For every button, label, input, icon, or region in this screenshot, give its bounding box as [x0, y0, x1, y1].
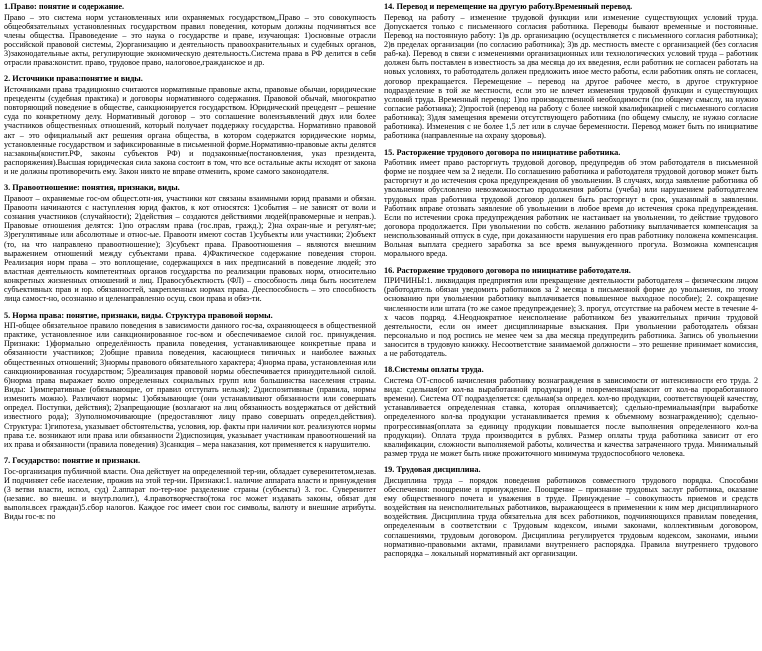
section-title: 18.Системы оплаты труда. [384, 365, 484, 375]
section-termination-by-employee [384, 148, 758, 259]
section-sources-of-law [4, 74, 376, 176]
section-labor-discipline [384, 465, 758, 558]
section-body: Право – это система норм установленных или охраняемых государством,,Право – это совокупность общеобязательных установленных государством правил поведения, которым должны подчиняться все члены общества. Правоведение – это наука о государстве и праве, изучающая: 1)основные отрасли российской правовой системы, 2)организацию и деятельность правоохранительных и судебных органов, 3)законодательные акты, регулирующие экономическую деятельность.Система права в РФ делится в себя отрасли права:констит. право, трудовое право, налоговое,гражданское и др. [4, 12, 376, 68]
section-title: 2. Источники права:понятие и виды. [4, 74, 143, 84]
section-termination-by-employer [384, 266, 758, 359]
section-law-concept [4, 2, 376, 67]
section-body: Система ОТ-способ начисления работнику вознаграждения в зависимости от интенсивности его труда. 2 вида: сдельная(от кол-ва выработанной продукции) и повременная(зависит от кол-ва проработанного времени). Система ОТ подразделяется: сдельная(за определ. кол-во продукции, соответствующей качеству, устанавливается определенная ставка, которая оплачивается); сдельно-премиальная(при выработке определенного кол-ва продукции устанавливается премия к объемному вознаграждению); сдельно-прогрессивная(оплата за единицу продукции повышается после выполнения определенного кол-ва продукции). Оплата труда производится в рублях. Размер оплаты труда работника зависит от его квалификации, сложности выполняемой работы, количества и качества затраченного труда. Минимальный размер труда не может быть ниже прожиточного минимума трудоспособного человека. [384, 375, 758, 459]
section-body: Дисциплина труда – порядок поведения работников совместного трудового порядка. Способами обеспечения: поощрение и принуждение. Поощрение – признание трудовых заслуг работника, оказание ему общественного почета и уважения в труде. Принуждение – совокупность приемов и средств воздействия на неисполнительных работников, выражающееся в применении к ним мер дисциплинарного воздействия. Дисциплина труда обязательна для всех работников, подчиняющихся правилам поведения, определенным в соответствии с Трудовым кодексом, иными законами, коллективным договором, соглашениями, трудовым договором. Дисциплина регулируется трудовым кодексом, законами, иными нормативно-правовыми актами, правилами внутреннего распорядка. Правила внутреннего трудового распорядка – локальный нормативный акт организации. [384, 475, 758, 558]
section-body: Правоот – охраняемые гос-ом общест.отн-ия, участники кот связаны взаимными юрид правами и обязан. Правоотн начинаются с наступления юрид фактов, к кот относятся: 1)события – не зависят от воли и сознания участников (случайности); 2)действия – создаются действиями людей(правомерные и неправ.). Правовые отношения делятся: 1)по отраслям права (гос.прав, гражд.); 2)на охран-ные и регулят-ые; 3)регулятивные или абсолютные и относ-ые. Правоотн имеют состав 1)субъекты или участники; 2)объект (то, на что направлено правоотношение); 3)субъект права. Правоотношения – являются внешним выражением отношений между субъектами права. 4)Фактическое содержание поведения сторон. Реализация норм права – это воплощение, содержащихся в них предписаний в поведение людей; это властная деятельность компетентных органов государства по реализации правовых норм, относительно конкретных жизненных отношений и лиц. Правосубъектность (ФЛ) – способность лица быть носителем субъективных прав и юр. обязанностей, закрепленных нормах права. Дееспособность – это способность лица самост-но, осознанно и целенаправленно осущ. свои права и обяз-ти. [4, 193, 376, 304]
section-title: 5. Норма права: понятие, признаки, виды. Структура правовой нормы. [4, 310, 273, 320]
right-column [384, 2, 758, 650]
left-column [4, 2, 376, 650]
section-body: Гос-организация публичной власти. Она действует на определенной тер-ии, обладает суверенитетом,незав. И подчиняет себе население, прожив на этой тер-ии. Признаки:1. наличие аппарата власти и принуждения (3 ветви власти, испол, суд) 2.аппарат по-тер-ное разделение страны (субъекты) 3. гос. Суверенитет (независ. во внешн. и внутр.полит.), 4.правотворчество(тока гос может издавать законы, обязат для выполн.всех граждан)5.сбор налогов. Каждое гос имеет свои гос символы, валюту и внешние атрибуты. Виды гос-в: по [4, 466, 376, 522]
section-title: 3. Правоотношение: понятия, признаки, виды. [4, 183, 180, 193]
section-title: 7. Государство: понятие и признаки. [4, 456, 141, 466]
section-title: 16. Расторжение трудового договора по инициативе работодателя. [384, 265, 631, 275]
section-payment-systems [384, 365, 758, 458]
section-job-transfer [384, 2, 758, 141]
section-body: Источниками права традиционно считаются нормативные правовые акты, правовые обычаи, юридические прецеденты (судебная практика) и договоры нормативного содержания. Правовой обычай, многократно повторяющий поведение в обществе, санкционируется государством. Юридический прецедент – решение суда по конкретному делу. Нормативный договор – это соглашение волеизъявлений двух или более участников общественных отношений, который получает поддержку государства. Нормативно правовой акт – это официальный акт решения органа общества, в котором содержатся юридические нормы, установленные государством и зафиксированные в письменной форме.Нормативно-правовые акты делятся на:законы(констит.РФ, законы субъектов РФ) и подзаконные(постановления, указ президента, распоряжения).Высшая юридическая сила закона состоит в том, что все остальные акты исходят от закона и не должны противоречить ему. Закон никто не вправе отменить, кроме самого законодателя. [4, 84, 376, 177]
section-title: 15. Расторжение трудового договора по инициативе работника. [384, 147, 621, 157]
section-title: 1.Право: понятие и содержание. [4, 2, 125, 11]
section-legal-relations [4, 183, 376, 303]
section-body: НП-общее обязательное правило поведения в зависимости данного гос-ва, охраняющееся в общественной практике, установленное или санкционированное гос-вом и обеспечиваемое силой гос. принуждения. Признаки: 1)формально определённость правила поведения, устанавливающее конкретные права и обязанности участников; 2)общие правила поведения, касающиеся типичных и наиболее важных общественных отношений; 3)нормы правового обязательного характера; 4)норма права, установленная или санкционированная государством; 5)реализация правовой нормы обеспечивается принудительной силой. 6)норма права выражает волю определенных социальных групп или большинства населения страны. Виды: 1)императивные (обязывающие, от правил отступать нельзя); 2)диспозитивные (правила, нормы изменить можно). Различают нормы: 1)обязывающие (они устанавливают обязанности или совершать определ. Поступки, действия); 2)запрещающие (возлагают на лиц обязанность воздержаться от действий известного рода); 3)уполномочивающие (предоставляют лицу право совершать определ.действия). Структура: 1)гипотеза, указывает обстоятельства, условия, юр. факты при наличии кот. реализуются нормы права т.е. возникают или права или обязанности 2)диспозиция, указывает участникам правоотношений на их права и обязанности (правила поведения) 3)санкция – мера наказания, кот применяется к нарушителю. [4, 321, 376, 449]
section-body: ПРИЧИНЫ:1. ликвидация предприятия или прекращение деятельности работодателя – физическим лицом (работодатель обязан уведомить работников за 2 месяца в письменной форме до увольнения, по этому основанию при увольнении работнику выплачивается повышенное выходное пособие); 2. сокращение численности или штата (то же самое предупреждение); 3. прогул, отсутствие на рабочем месте в течение 4-х часов подряд. 4.Неоднократное неисполнение работником без уважительных причин трудовой деятельности, если он имеет дисциплинарные взыскания. При увольнении работодатель обязан персонально и под роспись не менее чем за два месяца предупредить работника. Запись об увольнении заносится в трудовую книжку. Несоответствие занимаемой должности – это решение принимает комиссия, а не работодатель. [384, 276, 758, 359]
section-title: 19. Трудовая дисциплина. [384, 465, 481, 475]
section-state [4, 456, 376, 521]
section-title: 14. Перевод и перемещение на другую работу.Временный перевод. [384, 2, 633, 11]
section-body: Перевод на работу – изменение трудовой функции или изменение существующих условий труда. Допускается только с письменного согласия работника. Переводы бывают временные и постоянные. Перевод на постоянную работу: 1)в др. организацию (осуществляется с письменного согласия работника); 2)в пределах организации (по согласию работника); 3)в др. местность вместе с организацией (без согласия раб-ка). Перевод в связи с изменениями организационных или технологических условий труда – работник должен быть поставлен в известность за два месяца до их введения, если работник не согласен работать на новых условиях, то работодатель должен предложить иное место работы, если работник опять не согласен, договор прекращается. Перемещение – перевод на другое рабочее место, в другое структурное подразделение в той же местности, если это не влечет изменения трудовой функции и существующих условий труда. Временный перевод: 1)по производственной необходимости (по общему смыслу, на нужно согласие работника); 2)простой (перевод на работу с более низкой квалификацией с письменного согласия работника); 3)для замещения времени отсутствующего работника (по общему смыслу, не нужно согласие работника). Изменения с не более 1,5 лет или в случае беременности. Перевод может быть по инициативе работника (направленные на охрану здоровья). [384, 12, 758, 141]
section-legal-norm [4, 311, 376, 450]
section-body: Работник имеет право расторгнуть трудовой договор, предупредив об этом работодателя в письменной форме не позднее чем за 2 недели. По соглашению работника и работодателя трудовой договор может быть расторгнут и до истечения срока предупреждения об увольнении. В случаях, когда заявление работника об увольнении обусловлено невозможностью продолжения работы (учеба) или нарушением работодателем трудовых прав работника трудовой договор должен быть расторгнут в срок, указанный в заявлении. Работник вправе отозвать заявление об увольнении в любое время до истечения срока предупреждения. Если по истечении срока предупреждения работник не настаивает на увольнении, то действие трудового договора продолжается. При увольнении по собств. желанию работнику выплачивается компенсация за неиспользованный отпуск в суде, при доказанности нарушения его прав работнику положена компенсация. Вольная выплата среднего заработка за все время вынужденного прогула. Возможна компенсация морального вреда. [384, 158, 758, 259]
